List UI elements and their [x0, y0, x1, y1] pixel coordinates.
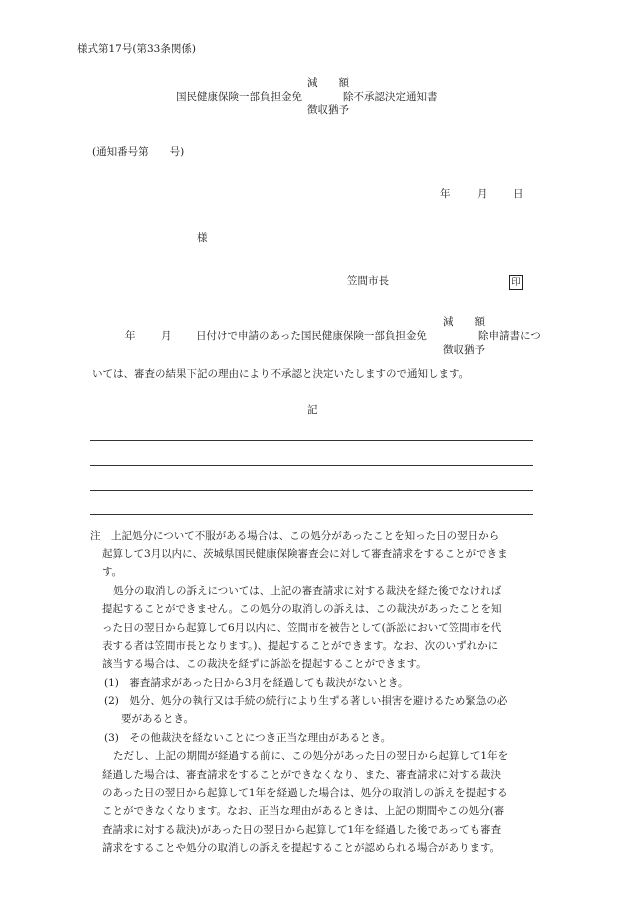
- title-main-left: 国民健康保険一部負担金免: [176, 91, 302, 103]
- issuer-name: 笠間市長: [347, 275, 389, 287]
- title-upper-option: 減 額: [307, 77, 349, 89]
- note-line: 提起することができません。この処分の取消しの訴えは、この裁決があったことを知: [102, 603, 502, 615]
- note-line: った日の翌日から起算して6月以内に、笠間市を被告として(訴訟において笠間市を代: [102, 622, 502, 634]
- date-month: 月: [477, 188, 488, 200]
- reason-line-1: [90, 440, 533, 441]
- body-upper-option: 減 額: [443, 316, 485, 328]
- reason-line-3: [90, 490, 533, 491]
- note-line: 表する者は笠間市長となります。)、提起することができます。なお、次のいずれかに: [102, 640, 499, 652]
- note-line: (2) 処分、処分の執行又は手続の続行により生ずる著しい損害を避けるため緊急の必: [104, 695, 508, 707]
- note-line: 起算して3月以内に、茨城県国民健康保険審査会に対して審査請求をすることができま: [102, 548, 508, 560]
- form-number: 様式第17号(第33条関係): [77, 43, 196, 55]
- title-main-right: 除不承認決定通知書: [343, 91, 438, 103]
- body-lower-option: 徴収猶予: [443, 344, 485, 356]
- reason-line-4: [90, 514, 533, 515]
- note-line: (1) 審査請求があった日から3月を経過しても裁決がないとき。: [104, 677, 409, 689]
- note-line: す。: [102, 566, 123, 578]
- notice-number: (通知番号第 号): [92, 146, 185, 158]
- title-lower-option: 徴収猶予: [307, 104, 349, 116]
- seal-mark: 印: [509, 275, 523, 290]
- date-year: 年: [440, 188, 451, 200]
- note-line: 要があるとき。: [121, 713, 195, 725]
- body-year: 年: [125, 330, 136, 342]
- note-line: のあった日の翌日から起算して1年を経過した場合は、処分の取消しの訴えを提起する: [102, 787, 508, 799]
- note-line: ことができなくなります。なお、正当な理由があるときは、上記の期間やこの処分(審: [102, 805, 505, 817]
- ki-heading: 記: [307, 404, 318, 416]
- reason-line-2: [90, 465, 533, 466]
- body-month: 月: [161, 330, 172, 342]
- note-line: 請求をすることや処分の取消しの訴えを提起することが認められる場合があります。: [102, 842, 501, 854]
- note-line: 注 上記処分について不服がある場合は、この処分があったことを知った日の翌日から: [90, 530, 500, 542]
- addressee-suffix: 様: [197, 232, 208, 244]
- body-line2: いては、審査の結果下記の理由により不承認と決定いたしますので通知します。: [92, 368, 470, 380]
- body-line1-end: 除申請書につ: [478, 330, 541, 342]
- note-line: (3) その他裁決を経ないことにつき正当な理由があるとき。: [104, 732, 392, 744]
- note-line: 査請求に対する裁決)があった日の翌日から起算して1年を経過した後であっても審査: [102, 824, 502, 836]
- note-line: 経過した場合は、審査請求をすることができなくなり、また、審査請求に対する裁決: [102, 769, 501, 781]
- note-line: 該当する場合は、この裁決を経ずに訴訟を提起することができます。: [102, 658, 427, 670]
- body-line1: 日付けで申請のあった国民健康保険一部負担金免: [196, 330, 427, 342]
- note-line: 処分の取消しの訴えについては、上記の審査請求に対する裁決を経た後でなければ: [113, 585, 502, 597]
- note-line: ただし、上記の期間が経過する前に、この処分があった日の翌日から起算して1年を: [113, 750, 509, 762]
- date-day: 日: [513, 188, 524, 200]
